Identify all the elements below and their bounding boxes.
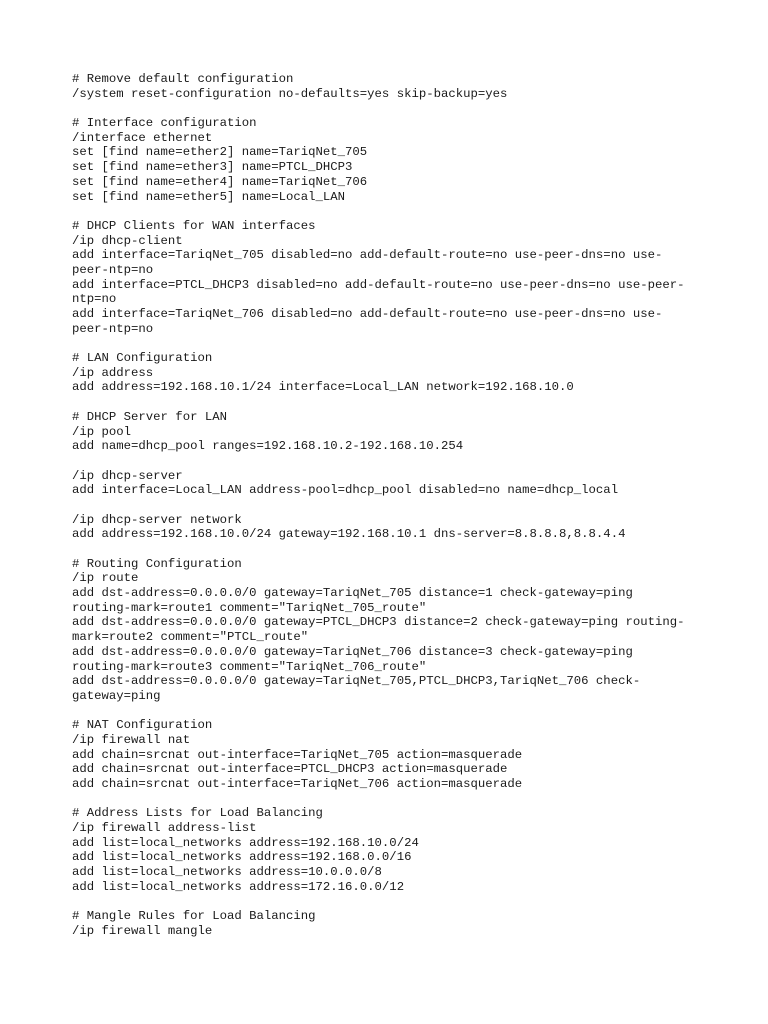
code-line: # Mangle Rules for Load Balancing xyxy=(72,909,316,924)
code-line xyxy=(72,895,712,910)
code-line: /ip dhcp-client xyxy=(72,233,183,248)
code-block xyxy=(72,72,712,939)
code-line: /ip firewall address-list xyxy=(72,821,257,836)
code-line: add address=192.168.10.1/24 interface=Local_LAN network=192.168.10.0 xyxy=(72,380,574,395)
code-line: add interface=Local_LAN address-pool=dhcp_pool disabled=no name=dhcp_local xyxy=(72,483,619,498)
code-line: # Address Lists for Load Balancing xyxy=(72,806,323,821)
code-line: set [find name=ether2] name=TariqNet_705 xyxy=(72,145,368,160)
code-line: # DHCP Clients for WAN interfaces xyxy=(72,218,316,233)
code-line: routing-mark=route1 comment="TariqNet_705_route" xyxy=(72,600,427,615)
code-line: add list=local_networks address=172.16.0.0/12 xyxy=(72,879,405,894)
code-line: # NAT Configuration xyxy=(72,718,213,733)
code-line: add interface=PTCL_DHCP3 disabled=no add-default-route=no use-peer-dns=no use-peer- xyxy=(72,277,685,292)
code-line: ntp=no xyxy=(72,292,117,307)
code-line: /ip firewall nat xyxy=(72,732,191,747)
code-line: /ip dhcp-server xyxy=(72,468,183,483)
code-line: /interface ethernet xyxy=(72,130,213,145)
code-line xyxy=(72,336,712,351)
code-line: add name=dhcp_pool ranges=192.168.10.2-192.168.10.254 xyxy=(72,439,464,454)
code-line: /system reset-configuration no-defaults=yes skip-backup=yes xyxy=(72,86,508,101)
code-line: add chain=srcnat out-interface=TariqNet_706 action=masquerade xyxy=(72,777,523,791)
code-line: add dst-address=0.0.0.0/0 gateway=TariqNet_706 distance=3 check-gateway=ping xyxy=(72,644,633,659)
code-line: set [find name=ether4] name=TariqNet_706 xyxy=(72,174,368,189)
code-line xyxy=(72,101,712,116)
code-line: # Remove default configuration xyxy=(72,72,294,86)
code-line xyxy=(72,204,712,219)
code-line: add address=192.168.10.0/24 gateway=192.168.10.1 dns-server=8.8.8.8,8.8.4.4 xyxy=(72,527,626,542)
code-line xyxy=(72,542,712,557)
code-line: add list=local_networks address=192.168.0.0/16 xyxy=(72,850,412,865)
code-line: peer-ntp=no xyxy=(72,321,154,336)
code-line: /ip route xyxy=(72,571,139,586)
code-line: add list=local_networks address=10.0.0.0/8 xyxy=(72,865,382,880)
code-line: add chain=srcnat out-interface=PTCL_DHCP3 action=masquerade xyxy=(72,762,508,777)
code-line xyxy=(72,792,712,807)
code-line: # Routing Configuration xyxy=(72,556,242,571)
code-line: set [find name=ether5] name=Local_LAN xyxy=(72,189,346,204)
code-line: # LAN Configuration xyxy=(72,351,213,366)
code-line: add dst-address=0.0.0.0/0 gateway=PTCL_DHCP3 distance=2 check-gateway=ping routing- xyxy=(72,615,685,630)
code-line: routing-mark=route3 comment="TariqNet_706_route" xyxy=(72,659,427,674)
code-line: # Interface configuration xyxy=(72,116,257,131)
code-line: add chain=srcnat out-interface=TariqNet_705 action=masquerade xyxy=(72,747,523,762)
code-line: add dst-address=0.0.0.0/0 gateway=TariqNet_705,PTCL_DHCP3,TariqNet_706 check- xyxy=(72,674,641,689)
code-line: # DHCP Server for LAN xyxy=(72,409,227,424)
code-line: /ip pool xyxy=(72,424,132,439)
code-line: add list=local_networks address=192.168.10.0/24 xyxy=(72,835,419,850)
code-line: /ip firewall mangle xyxy=(72,923,213,938)
code-line: mark=route2 comment="PTCL_route" xyxy=(72,630,309,645)
code-line xyxy=(72,498,712,513)
code-line xyxy=(72,704,712,719)
code-line: peer-ntp=no xyxy=(72,262,154,277)
code-line: add interface=TariqNet_706 disabled=no add-default-route=no use-peer-dns=no use- xyxy=(72,307,663,321)
code-line xyxy=(72,454,712,469)
code-line: /ip address xyxy=(72,365,154,380)
code-line: add dst-address=0.0.0.0/0 gateway=TariqNet_705 distance=1 check-gateway=ping xyxy=(72,586,633,601)
code-line: /ip dhcp-server network xyxy=(72,512,242,527)
code-line xyxy=(72,395,712,410)
code-line: set [find name=ether3] name=PTCL_DHCP3 xyxy=(72,160,353,175)
code-line: add interface=TariqNet_705 disabled=no add-default-route=no use-peer-dns=no use- xyxy=(72,248,663,263)
code-line: gateway=ping xyxy=(72,688,161,703)
